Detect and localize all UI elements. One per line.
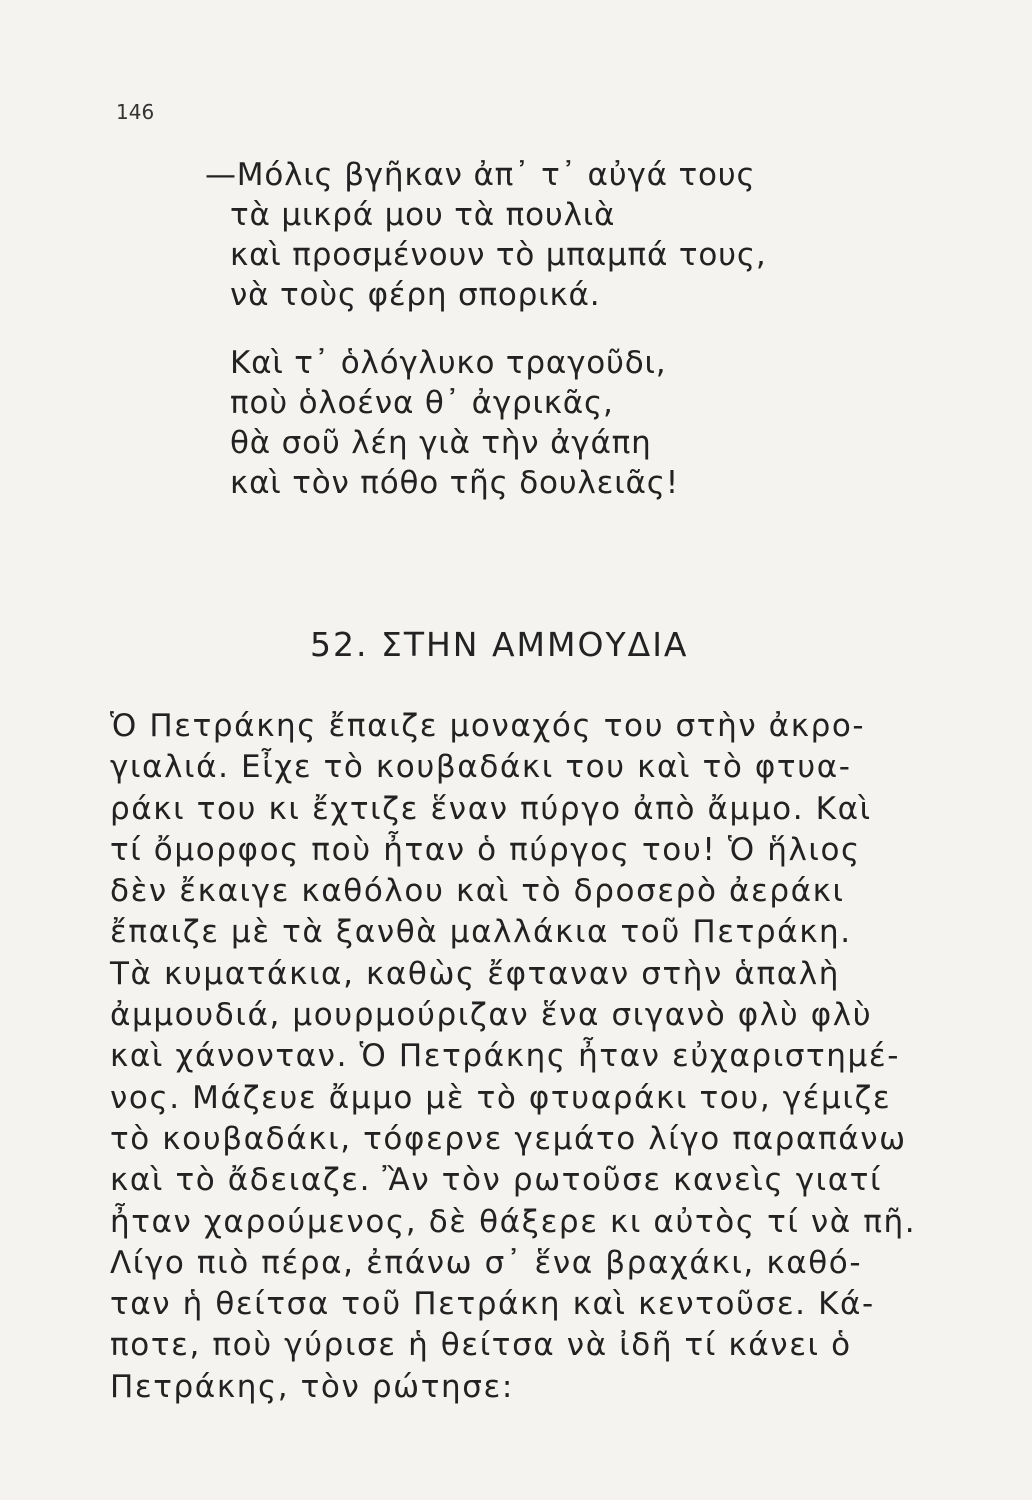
prose-body <box>110 706 955 1408</box>
prose-line: καὶ χάνονταν. Ὁ Πετράκης ἦταν εὐχαριστημέ- <box>110 1038 901 1075</box>
prose-line: καὶ τὸ ἄδειαζε. Ἂν τὸν ρωτοῦσε κανεὶς γιατί <box>110 1162 883 1199</box>
prose-line: γιαλιά. Εἶχε τὸ κουβαδάκι του καὶ τὸ φτυα- <box>110 749 852 786</box>
page-number: 146 <box>116 100 155 124</box>
poem-verse: καὶ τὸν πόθο τῆς δουλειᾶς! <box>230 465 679 501</box>
prose-line: Ὁ Πετράκης ἔπαιζε μοναχός του στὴν ἀκρο- <box>110 708 866 744</box>
prose-line: Λίγο πιὸ πέρα, ἐπάνω σ᾿ ἕνα βραχάκι, καθό- <box>110 1244 863 1281</box>
prose-line: ἔπαιζε μὲ τὰ ξανθὰ μαλλάκια τοῦ Πετράκη. <box>110 914 852 951</box>
prose-line: ποτε, ποὺ γύρισε ἡ θείτσα νὰ ἰδῆ τί κάνει ὁ <box>110 1327 852 1364</box>
poem-verse: Καὶ τ᾿ ὁλόγλυκο τραγοῦδι, <box>230 345 667 381</box>
prose-line: δὲν ἔκαιγε καθόλου καὶ τὸ δροσερὸ ἀεράκι <box>110 873 845 910</box>
prose-line: ταν ἡ θείτσα τοῦ Πετράκη καὶ κεντοῦσε. Κά- <box>110 1286 875 1323</box>
prose-line: τὸ κουβαδάκι, τόφερνε γεμάτο λίγο παραπάνω <box>110 1120 907 1157</box>
poem-stanza-1 <box>205 155 767 315</box>
poem-verse: καὶ προσμένουν τὸ μπαμπά τους, <box>230 237 767 273</box>
prose-line: Πετράκης, τὸν ρώτησε: <box>110 1368 514 1405</box>
prose-line: ἦταν χαρούμενος, δὲ θάξερε κι αὐτὸς τί νὰ πῆ. <box>110 1203 917 1240</box>
prose-line: νος. Μάζευε ἄμμο μὲ τὸ φτυαράκι του, γέμιζε <box>110 1079 892 1116</box>
poem-stanza-2 <box>230 343 766 503</box>
prose-line: Τὰ κυματάκια, καθὼς ἔφταναν στὴν ἁπαλὴ <box>110 955 840 992</box>
poem-verse: νὰ τοὺς φέρη σπορικά. <box>230 277 601 313</box>
poem-verse: —Μόλις βγῆκαν ἀπ᾿ τ᾿ αὐγά τους <box>205 157 756 193</box>
prose-line: ράκι του κι ἔχτιζε ἕναν πύργο ἀπὸ ἄμμο. Καὶ <box>110 790 872 827</box>
poem <box>205 155 767 503</box>
poem-verse: θὰ σοῦ λέη γιὰ τὴν ἀγάπη <box>230 425 652 461</box>
chapter-title: 52. ΣΤΗΝ ΑΜΜΟΥΔΙΑ <box>310 625 689 664</box>
poem-verse: τὰ μικρά μου τὰ πουλιὰ <box>230 197 616 233</box>
poem-verse: ποὺ ὁλοένα θ᾿ ἀγρικᾶς, <box>230 385 614 421</box>
prose-line: ἀμμουδιά, μουρμούριζαν ἕνα σιγανὸ φλὺ φλὺ <box>110 997 873 1034</box>
prose-line: τί ὄμορφος ποὺ ἦταν ὁ πύργος του! Ὁ ἥλιος <box>110 831 861 868</box>
